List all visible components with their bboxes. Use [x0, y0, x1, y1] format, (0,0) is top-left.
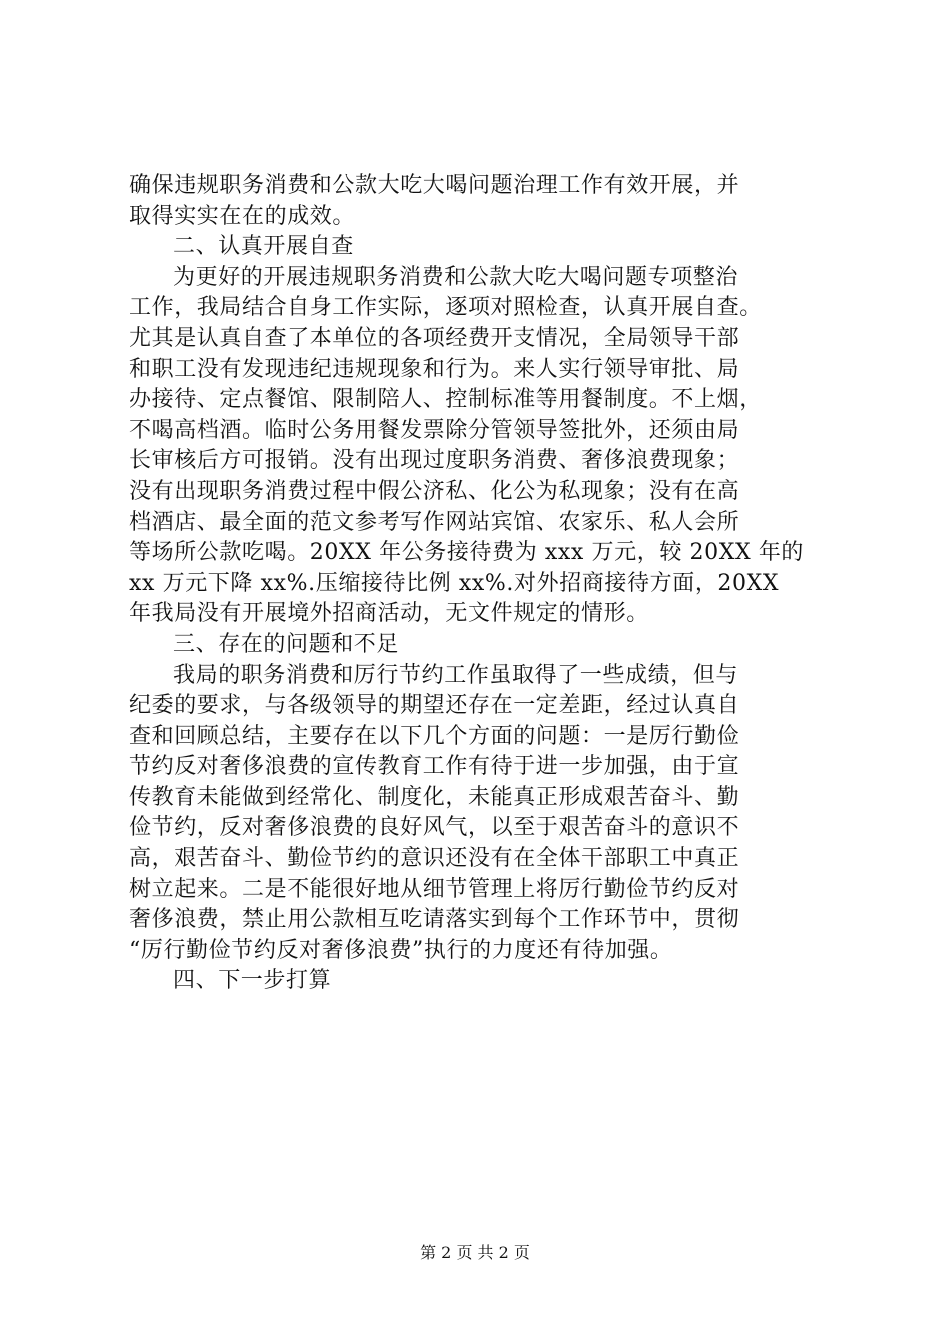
- text-line: 树立起来。二是不能很好地从细节管理上将厉行勤俭节约反对: [129, 876, 740, 902]
- text-line: 不喝高档酒。临时公务用餐发票除分管领导签批外，还须由局: [129, 417, 740, 443]
- text-line: 奢侈浪费，禁止用公款相互吃请落实到每个工作环节中，贯彻: [129, 907, 740, 933]
- text-line: 和职工没有发现违纪违规现象和行为。来人实行领导审批、局: [129, 356, 740, 382]
- section-heading-problems: [129, 630, 833, 661]
- text-line: 我局的职务消费和厉行节约工作虽取得了一些成绩，但与: [173, 662, 739, 688]
- page-number-footer: 第 2 页 共 2 页: [420, 1243, 530, 1262]
- text-line: 办接待、定点餐馆、限制陪人、控制标准等用餐制度。不上烟，: [129, 387, 762, 413]
- heading-line: 三、存在的问题和不足: [173, 631, 400, 657]
- heading-line: 四、下一步打算: [173, 968, 332, 994]
- text-line: 节约反对奢侈浪费的宣传教育工作有待于进一步加强，由于宣: [129, 754, 740, 780]
- text-line: 档酒店、最全面的范文参考写作网站宾馆、农家乐、私人会所: [129, 509, 740, 535]
- text-line: 为更好的开展违规职务消费和公款大吃大喝问题专项整治: [173, 264, 739, 290]
- text-line: 取得实实在在的成效。: [129, 203, 356, 229]
- text-line: 没有出现职务消费过程中假公济私、化公为私现象；没有在高: [129, 478, 740, 504]
- text-line: 尤其是认真自查了本单位的各项经费开支情况，全局领导干部: [129, 325, 740, 351]
- text-line: 传教育未能做到经常化、制度化，未能真正形成艰苦奋斗、勤: [129, 784, 740, 810]
- text-line: 工作，我局结合自身工作实际，逐项对照检查，认真开展自查。: [129, 295, 762, 321]
- section-heading-next-steps: [129, 966, 833, 997]
- text-line: 年我局没有开展境外招商活动，无文件规定的情形。: [129, 601, 649, 627]
- paragraph-self-inspection: [129, 263, 833, 630]
- text-line: “厉行勤俭节约反对奢侈浪费”执行的力度还有待加强。: [129, 937, 673, 963]
- paragraph-continuation: [129, 171, 833, 232]
- text-line: 俭节约，反对奢侈浪费的良好风气，以至于艰苦奋斗的意识不: [129, 815, 740, 841]
- text-line: 查和回顾总结，主要存在以下几个方面的问题：一是厉行勤俭: [129, 723, 740, 749]
- text-line: 纪委的要求，与各级领导的期望还存在一定差距，经过认真自: [129, 693, 740, 719]
- paragraph-problems: [129, 661, 833, 967]
- text-line: 高，艰苦奋斗、勤俭节约的意识还没有在全体干部职工中真正: [129, 846, 740, 872]
- document-body: [129, 171, 833, 997]
- text-line: 确保违规职务消费和公款大吃大喝问题治理工作有效开展，并: [129, 173, 740, 198]
- text-line: 长审核后方可报销。没有出现过度职务消费、奢侈浪费现象；: [129, 448, 740, 474]
- heading-line: 二、认真开展自查: [173, 234, 354, 260]
- text-line: 等场所公款吃喝。20XX 年公务接待费为 xxx 万元，较 20XX 年的: [129, 540, 805, 566]
- section-heading-self-inspection: [129, 232, 833, 263]
- text-line: xx 万元下降 xx%.压缩接待比例 xx%.对外招商接待方面，20XX: [129, 570, 780, 596]
